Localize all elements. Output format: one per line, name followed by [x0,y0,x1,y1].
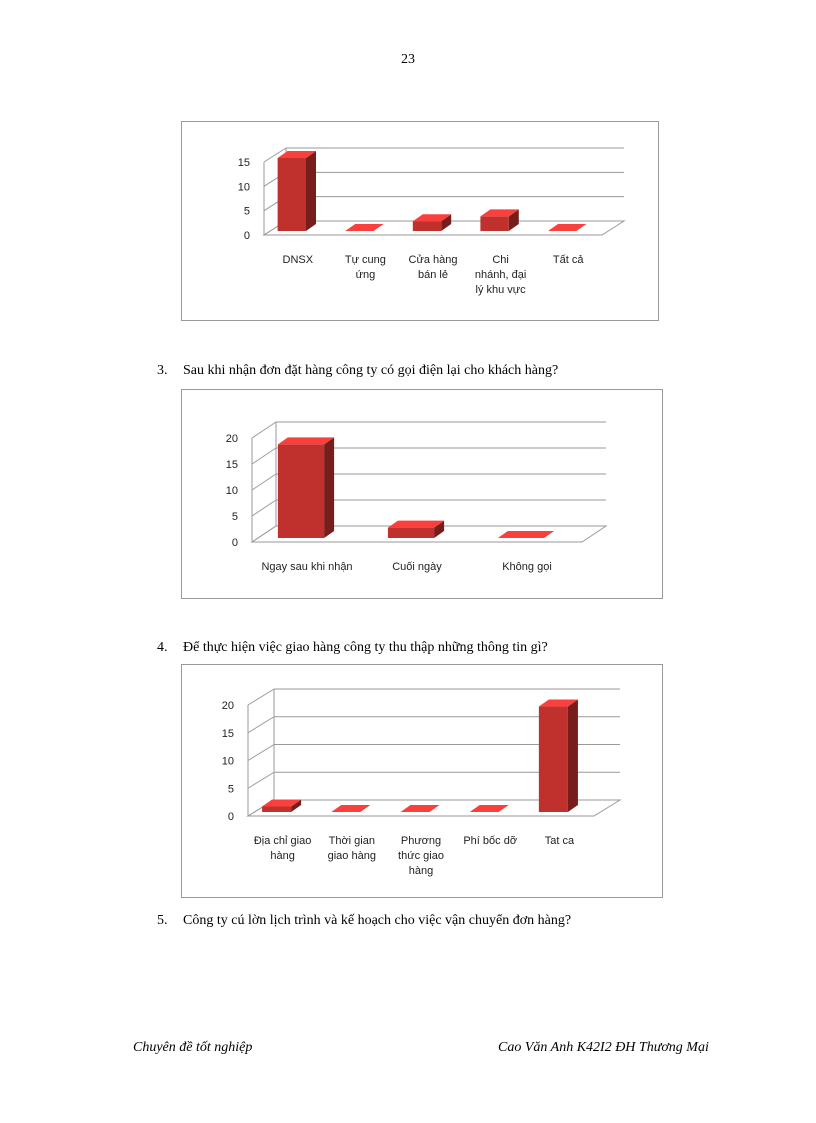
gridline-side [252,448,276,464]
y-tick-label: 15 [237,157,250,169]
question-4-number: 4. [157,640,168,655]
x-tick-label: hàng [408,865,434,877]
bar-front [539,707,568,812]
gridline-side [252,500,276,516]
x-tick-label: Tat ca [544,835,575,847]
bar-front [388,528,434,538]
bar-front [262,806,291,812]
x-tick-label: Chi [492,254,509,266]
x-tick-label: lý khu vực [475,284,526,296]
y-tick-label: 5 [243,205,250,218]
footer-title: Chuyên đề tốt nghiệp [133,1040,253,1055]
bar-top [470,805,509,812]
y-tick-label: 10 [225,485,238,497]
x-tick-label: nhánh, đại [474,269,527,281]
bar-top [331,805,370,812]
x-tick-label: Cuối ngày [392,561,442,573]
question-4-text: Để thực hiện việc giao hàng công ty thu thập những thông tin gì? [183,640,548,655]
x-tick-label: Tất cả [552,254,584,266]
gridline-side [248,772,274,788]
chart-bar [262,799,301,812]
bar-top [548,224,586,231]
bar-front [278,158,306,231]
x-tick-label: DNSX [282,254,314,266]
chart-1 [181,121,659,321]
question-4 [157,640,548,656]
x-tick-label: Phương [400,835,442,847]
x-tick-label: bán lẻ [418,269,448,281]
question-3 [157,363,558,379]
x-tick-label: Ngay sau khi nhận [261,561,353,573]
y-tick-label: 0 [231,537,238,549]
x-tick-label: Địa chỉ giao [253,835,312,847]
question-5-number: 5. [157,913,168,928]
x-tick-label: Phí bốc dỡ [463,835,518,847]
gridline-side [248,745,274,761]
chart-2 [181,389,663,599]
bar-top [345,224,383,231]
y-tick-label: 10 [237,181,250,194]
y-tick-label: 15 [225,459,238,471]
bar-side [324,437,334,538]
gridline-side [252,422,276,438]
chart-bar [388,521,444,538]
chart-bar [470,805,509,812]
footer-author: Cao Văn Anh K42I2 ĐH Thương Mại [498,1040,709,1055]
chart-bar [278,151,316,231]
chart-2-plot [182,390,662,598]
chart-bar [548,224,586,231]
y-tick-label: 5 [231,511,238,523]
bar-top [498,531,554,538]
x-tick-label: thức giao [398,850,444,862]
chart-bar [278,437,334,538]
y-tick-label: 5 [227,783,234,796]
chart-bar [539,700,578,812]
gridline-side [248,689,274,705]
x-tick-label: hàng [270,850,295,862]
bar-side [306,151,316,231]
gridline-side [248,717,274,733]
chart-3 [181,664,663,898]
question-3-text: Sau khi nhận đơn đặt hàng công ty có gọi điện lại cho khách hàng? [183,363,559,378]
chart-bar [498,531,554,538]
x-tick-label: Thời gian [328,835,375,847]
chart-bar [413,214,451,231]
chart-bar [331,805,370,812]
y-tick-label: 20 [225,433,238,445]
gridline-side [252,474,276,490]
y-tick-label: 10 [221,755,234,768]
x-tick-label: giao hàng [327,850,376,862]
bar-front [278,444,324,538]
bar-front [480,216,508,231]
x-tick-label: Tự cung [344,254,386,266]
question-5 [157,913,571,929]
x-tick-label: Không gọi [502,561,552,573]
chart-3-plot [182,665,662,897]
question-3-number: 3. [157,363,168,378]
y-tick-label: 0 [243,230,250,242]
chart-1-plot [182,122,658,320]
chart-bar [480,209,518,231]
x-tick-label: ứng [355,269,376,281]
bar-side [568,700,578,812]
y-tick-label: 0 [227,811,234,823]
question-5-text: Công ty cú lờn lịch trình và kế hoạch cho việc vận chuyển đơn hàng? [183,913,572,928]
bar-front [413,221,441,231]
page-number: 23 [401,52,415,67]
y-tick-label: 20 [221,700,234,712]
y-tick-label: 15 [221,727,234,740]
bar-top [400,805,439,812]
x-tick-label: Cửa hàng [408,254,458,266]
chart-bar [400,805,439,812]
chart-bar [345,224,383,231]
